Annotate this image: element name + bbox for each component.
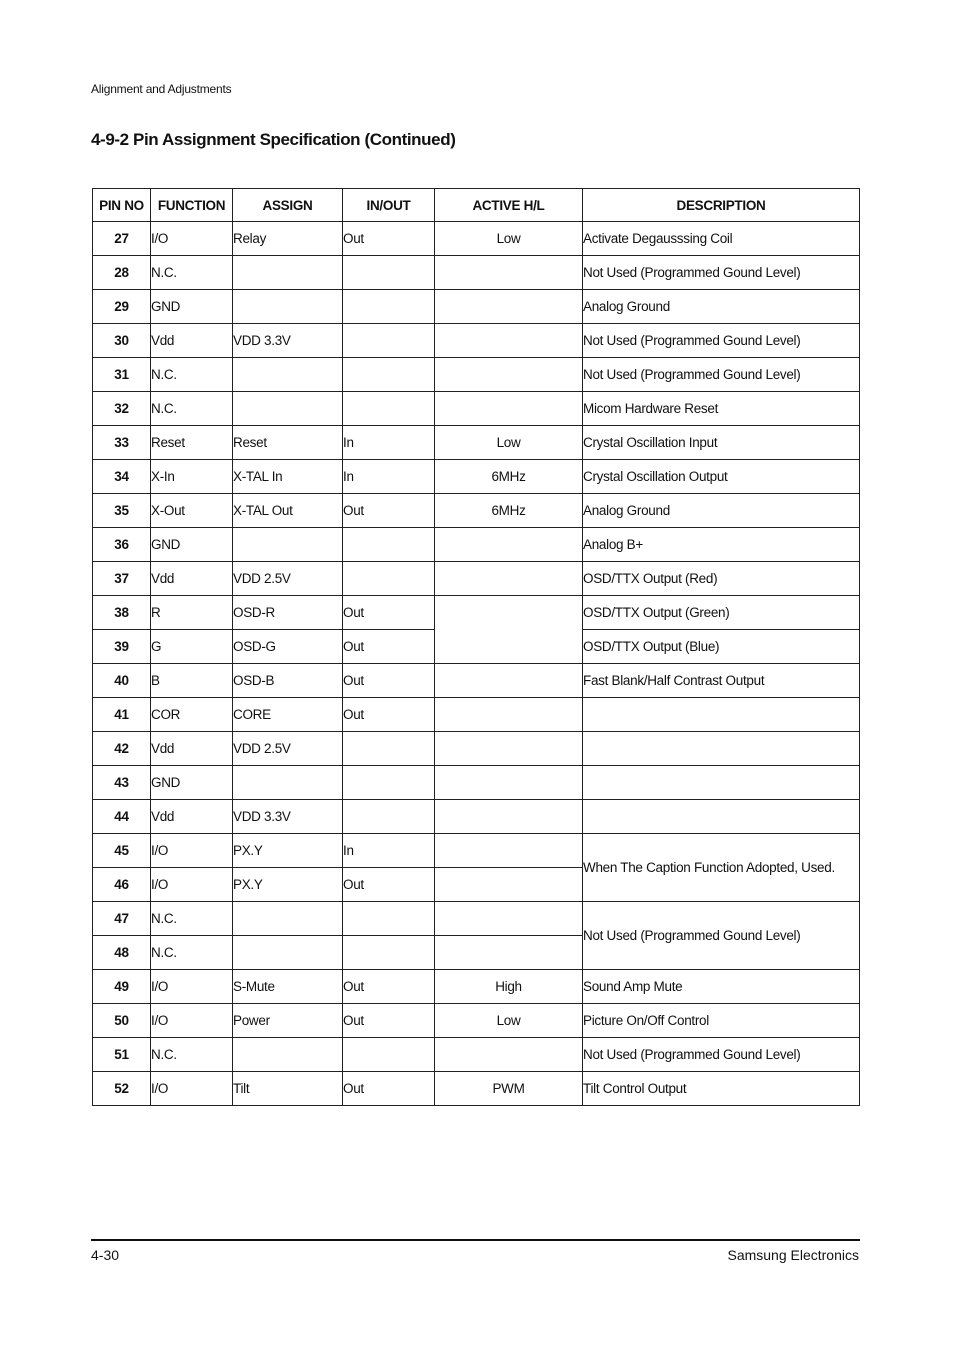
pin-number-cell: 28 [93, 256, 151, 290]
in-out-cell [343, 1038, 435, 1072]
pin-number-cell: 35 [93, 494, 151, 528]
assign-cell [233, 902, 343, 936]
function-cell: N.C. [151, 358, 233, 392]
function-cell: GND [151, 766, 233, 800]
table-row [93, 800, 860, 834]
assign-cell [233, 256, 343, 290]
pin-number-cell: 44 [93, 800, 151, 834]
function-cell: N.C. [151, 256, 233, 290]
description-cell: Fast Blank/Half Contrast Output [583, 664, 860, 698]
description-cell: Not Used (Programmed Gound Level) [583, 324, 860, 358]
pin-number-cell: 49 [93, 970, 151, 1004]
assign-cell: X-TAL Out [233, 494, 343, 528]
active-level-cell [435, 324, 583, 358]
active-level-cell [435, 902, 583, 936]
col-header-function: FUNCTION [151, 189, 233, 222]
active-level-cell [435, 392, 583, 426]
table-row [93, 1038, 860, 1072]
function-cell: I/O [151, 1004, 233, 1038]
col-header-assign: ASSIGN [233, 189, 343, 222]
pin-number-cell: 48 [93, 936, 151, 970]
function-cell: N.C. [151, 936, 233, 970]
pin-number-cell: 34 [93, 460, 151, 494]
in-out-cell: Out [343, 494, 435, 528]
in-out-cell [343, 936, 435, 970]
in-out-cell: Out [343, 970, 435, 1004]
function-cell: G [151, 630, 233, 664]
in-out-cell [343, 358, 435, 392]
footer-rule [91, 1239, 860, 1241]
pin-number-cell: 38 [93, 596, 151, 630]
col-header-description: DESCRIPTION [583, 189, 860, 222]
active-level-cell: High [435, 970, 583, 1004]
assign-cell: X-TAL In [233, 460, 343, 494]
table-body [93, 222, 860, 1106]
in-out-cell: Out [343, 596, 435, 630]
in-out-cell [343, 902, 435, 936]
active-level-cell: Low [435, 426, 583, 460]
description-cell: Not Used (Programmed Gound Level) [583, 358, 860, 392]
in-out-cell [343, 800, 435, 834]
in-out-cell [343, 766, 435, 800]
active-level-cell: Low [435, 222, 583, 256]
active-level-cell [435, 596, 583, 664]
table-row [93, 426, 860, 460]
pin-number-cell: 32 [93, 392, 151, 426]
assign-cell [233, 290, 343, 324]
assign-cell [233, 392, 343, 426]
function-cell: X-Out [151, 494, 233, 528]
pin-number-cell: 43 [93, 766, 151, 800]
in-out-cell [343, 324, 435, 358]
pin-number-cell: 30 [93, 324, 151, 358]
pin-number-cell: 33 [93, 426, 151, 460]
table-row [93, 392, 860, 426]
active-level-cell [435, 528, 583, 562]
description-cell: Not Used (Programmed Gound Level) [583, 1038, 860, 1072]
pin-number-cell: 29 [93, 290, 151, 324]
pin-number-cell: 40 [93, 664, 151, 698]
function-cell: I/O [151, 834, 233, 868]
table-row [93, 970, 860, 1004]
pin-number-cell: 52 [93, 1072, 151, 1106]
in-out-cell [343, 290, 435, 324]
function-cell: GND [151, 290, 233, 324]
description-cell: OSD/TTX Output (Blue) [583, 630, 860, 664]
active-level-cell: 6MHz [435, 494, 583, 528]
function-cell: GND [151, 528, 233, 562]
table-row [93, 664, 860, 698]
description-cell: Analog Ground [583, 494, 860, 528]
table-row [93, 732, 860, 766]
description-cell: Crystal Oscillation Input [583, 426, 860, 460]
function-cell: COR [151, 698, 233, 732]
active-level-cell [435, 256, 583, 290]
table-row [93, 834, 860, 868]
active-level-cell [435, 766, 583, 800]
pin-number-cell: 36 [93, 528, 151, 562]
function-cell: N.C. [151, 392, 233, 426]
pin-number-cell: 51 [93, 1038, 151, 1072]
assign-cell: VDD 2.5V [233, 732, 343, 766]
function-cell: Vdd [151, 324, 233, 358]
table-row [93, 1004, 860, 1038]
assign-cell: Relay [233, 222, 343, 256]
description-cell: Analog B+ [583, 528, 860, 562]
active-level-cell: PWM [435, 1072, 583, 1106]
table-row [93, 562, 860, 596]
active-level-cell [435, 868, 583, 902]
function-cell: I/O [151, 1072, 233, 1106]
pin-number-cell: 46 [93, 868, 151, 902]
table-header-row [93, 189, 860, 222]
footer-company: Samsung Electronics [727, 1247, 859, 1263]
active-level-cell [435, 800, 583, 834]
table-row [93, 596, 860, 630]
function-cell: Reset [151, 426, 233, 460]
function-cell: I/O [151, 970, 233, 1004]
assign-cell: CORE [233, 698, 343, 732]
in-out-cell: Out [343, 1004, 435, 1038]
table-row [93, 290, 860, 324]
table-row [93, 528, 860, 562]
active-level-cell [435, 358, 583, 392]
description-cell [583, 732, 860, 766]
active-level-cell: 6MHz [435, 460, 583, 494]
active-level-cell [435, 562, 583, 596]
description-cell: Tilt Control Output [583, 1072, 860, 1106]
description-cell: OSD/TTX Output (Red) [583, 562, 860, 596]
description-cell: Sound Amp Mute [583, 970, 860, 1004]
description-cell: OSD/TTX Output (Green) [583, 596, 860, 630]
function-cell: Vdd [151, 800, 233, 834]
page-number: 4-30 [91, 1247, 120, 1263]
assign-cell: PX.Y [233, 868, 343, 902]
pin-number-cell: 41 [93, 698, 151, 732]
assign-cell: VDD 3.3V [233, 800, 343, 834]
active-level-cell [435, 936, 583, 970]
function-cell: B [151, 664, 233, 698]
in-out-cell [343, 392, 435, 426]
table-row [93, 358, 860, 392]
in-out-cell: Out [343, 1072, 435, 1106]
active-level-cell [435, 290, 583, 324]
in-out-cell: In [343, 834, 435, 868]
pin-number-cell: 47 [93, 902, 151, 936]
table-row [93, 902, 860, 936]
in-out-cell: Out [343, 630, 435, 664]
active-level-cell [435, 1038, 583, 1072]
pin-number-cell: 27 [93, 222, 151, 256]
pin-number-cell: 39 [93, 630, 151, 664]
table-row [93, 698, 860, 732]
assign-cell [233, 766, 343, 800]
col-header-active: ACTIVE H/L [435, 189, 583, 222]
active-level-cell [435, 732, 583, 766]
pin-number-cell: 37 [93, 562, 151, 596]
table-row [93, 256, 860, 290]
description-cell: Crystal Oscillation Output [583, 460, 860, 494]
function-cell: Vdd [151, 562, 233, 596]
assign-cell: OSD-G [233, 630, 343, 664]
assign-cell: Power [233, 1004, 343, 1038]
description-cell [583, 800, 860, 834]
col-header-in-out: IN/OUT [343, 189, 435, 222]
description-cell [583, 698, 860, 732]
active-level-cell: Low [435, 1004, 583, 1038]
in-out-cell: Out [343, 698, 435, 732]
pin-number-cell: 31 [93, 358, 151, 392]
assign-cell: OSD-R [233, 596, 343, 630]
description-cell: Activate Degausssing Coil [583, 222, 860, 256]
active-level-cell [435, 834, 583, 868]
function-cell: Vdd [151, 732, 233, 766]
table-row [93, 222, 860, 256]
in-out-cell [343, 528, 435, 562]
col-header-pin-no: PIN NO [93, 189, 151, 222]
running-header: Alignment and Adjustments [91, 82, 232, 96]
table-row [93, 460, 860, 494]
table-row [93, 1072, 860, 1106]
assign-cell [233, 358, 343, 392]
table-row [93, 324, 860, 358]
pin-number-cell: 50 [93, 1004, 151, 1038]
description-cell: Analog Ground [583, 290, 860, 324]
in-out-cell: In [343, 460, 435, 494]
in-out-cell [343, 732, 435, 766]
in-out-cell [343, 562, 435, 596]
description-cell: Not Used (Programmed Gound Level) [583, 256, 860, 290]
function-cell: I/O [151, 868, 233, 902]
description-cell [583, 766, 860, 800]
description-cell: Micom Hardware Reset [583, 392, 860, 426]
section-title: 4-9-2 Pin Assignment Specification (Continued) [91, 130, 456, 149]
in-out-cell: Out [343, 868, 435, 902]
description-cell: When The Caption Function Adopted, Used. [583, 834, 860, 902]
description-cell: Not Used (Programmed Gound Level) [583, 902, 860, 970]
assign-cell: Reset [233, 426, 343, 460]
assign-cell [233, 1038, 343, 1072]
pin-assignment-table [92, 188, 860, 1106]
in-out-cell: Out [343, 664, 435, 698]
in-out-cell: Out [343, 222, 435, 256]
table-row [93, 766, 860, 800]
assign-cell [233, 528, 343, 562]
assign-cell [233, 936, 343, 970]
assign-cell: VDD 3.3V [233, 324, 343, 358]
assign-cell: PX.Y [233, 834, 343, 868]
table-row [93, 494, 860, 528]
pin-number-cell: 45 [93, 834, 151, 868]
function-cell: N.C. [151, 1038, 233, 1072]
pin-number-cell: 42 [93, 732, 151, 766]
function-cell: X-In [151, 460, 233, 494]
assign-cell: VDD 2.5V [233, 562, 343, 596]
in-out-cell [343, 256, 435, 290]
function-cell: N.C. [151, 902, 233, 936]
in-out-cell: In [343, 426, 435, 460]
assign-cell: S-Mute [233, 970, 343, 1004]
function-cell: I/O [151, 222, 233, 256]
active-level-cell [435, 664, 583, 698]
function-cell: R [151, 596, 233, 630]
assign-cell: OSD-B [233, 664, 343, 698]
assign-cell: Tilt [233, 1072, 343, 1106]
description-cell: Picture On/Off Control [583, 1004, 860, 1038]
active-level-cell [435, 698, 583, 732]
